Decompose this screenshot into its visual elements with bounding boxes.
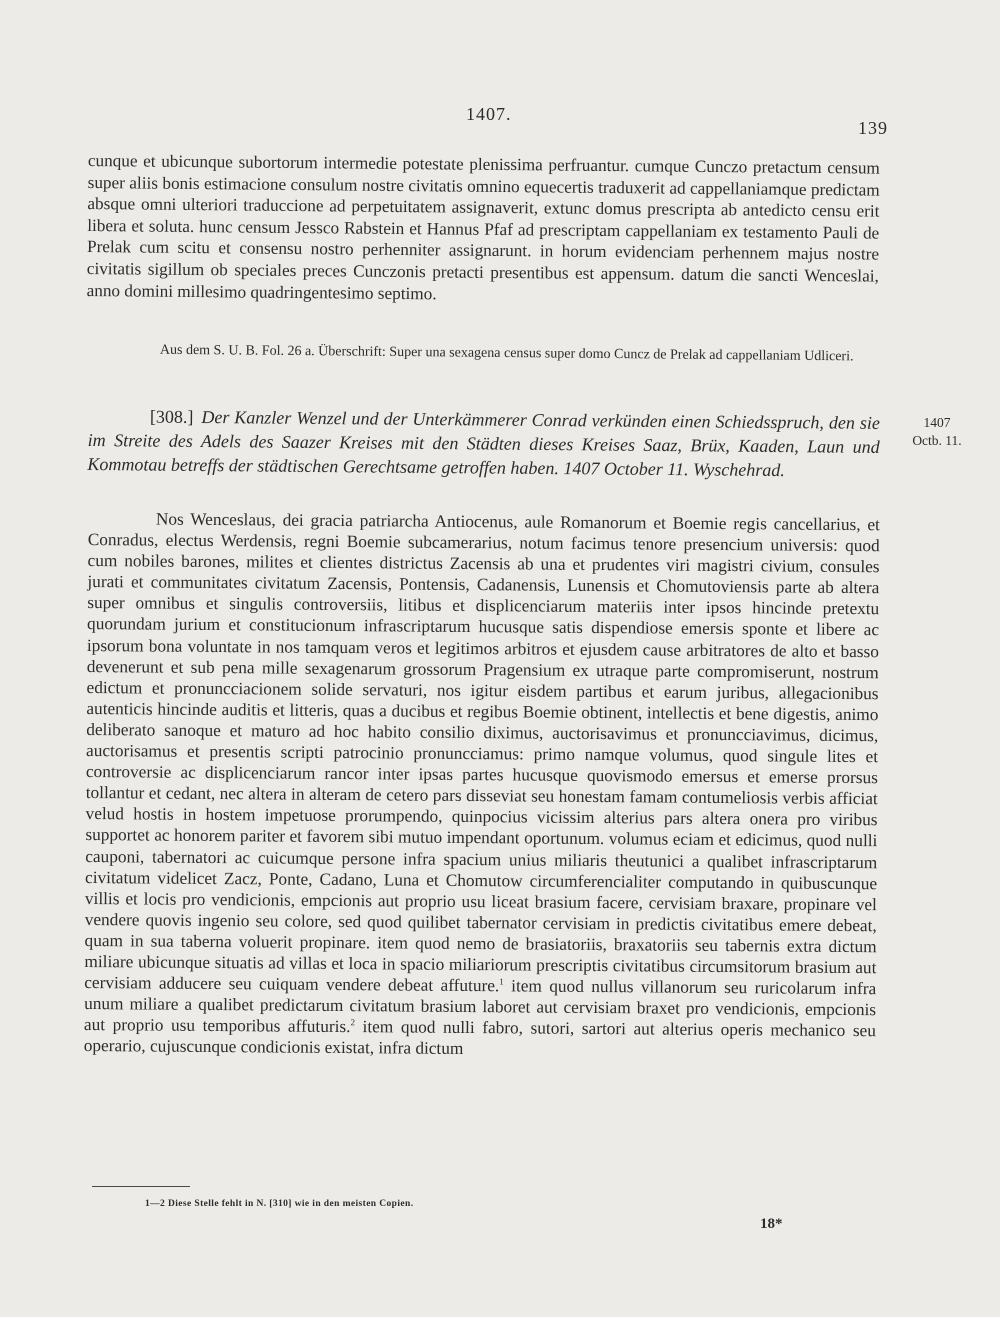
intro-paragraph: cunque et ubicunque subortorum intermedie potestate plenissima perfruantur. cumque Cunczo pretactum censum super aliis bonis estimacione consulum nostre civitatis omnino equecertis traduxerit ad cappellaniamque predictam absque omni ulteriori traduccione ad perpetuitatem assignaverit, extunc domus prescripta ab antedicto censu erit libera et soluta. hunc censum Jessco Rabstein et Hannus Pfaf ad prescriptam cappellaniam ex testamento Pauli de Prelak cum scitu et consensu nostro perhenniter assignarunt. in horum evidenciam perhennem majus nostre civitatis sigillum ob speciales preces Cunczonis pretacti presentibus est appensum. datum die sancti Wenceslai, anno domini millesimo quadringentesimo septimo. — [86, 150, 880, 303]
document-body — [84, 508, 880, 1063]
document-title: Der Kanzler Wenzel und der Unterkämmerer Conrad verkünden einen Schiedsspruch, den sie im Streite des Adels des Saazer Kreises mit den Städten dieses Kreises Saaz, Brüx, Kaaden, Laun und Kommotau betreffs der städtischen Gerechtsame getroffen haben. 1407 October 11. Wyschehrad. — [87, 406, 880, 481]
document-number: [308.] — [149, 406, 194, 427]
margin-date-year: 1407 — [923, 415, 951, 430]
footnote: 1—2 Diese Stelle fehlt in N. [310] wie in den meisten Copien. — [145, 1199, 414, 1209]
body-text-part3: item quod nulli fabro, sutori, sartori aut alterius operis mechanico seu operario, cujuscunque condicionis existat, infra dictum — [83, 1017, 876, 1059]
footnote-marker-2: 2 — [350, 1017, 356, 1028]
running-header-year: 1407. — [466, 104, 512, 124]
printer-signature-mark: 18* — [760, 1216, 783, 1232]
footnote-divider — [92, 1186, 190, 1187]
body-text-part1: Nos Wenceslaus, dei gracia patriarcha Antiocenus, aule Romanorum et Boemie regis cancellarius, et Conradus, electus Werdensis, regni Boemie subcamerarius, notum facimus tenore presencium universis: quod cum nobiles barones, milites et clientes districtus Zacensis ab una et prudentes viri magistri civium, consules jurati et communitates civitatum Zacensis, Pontensis, Cadanensis, Lunensis et Chomutoviensis parte ab altera super omnibus et singulis controversiis, litibus et displicenciarum materiis inter ipsos hincinde pretextu quorundam jurium et constitucionum infrascriptarum hucusque satis dispendiose emersis sponte et libere ac ipsorum bona voluntate in nos tamquam veros et legitimos arbitros et ejusdem cause arbitratores de alto et basso devenerunt et sub pena mille sexagenarum grossorum Pragensium ex utraque parte compromiserunt, nostrum edictum et pronuncciacionem solide servaturi, nos igitur eisdem partibus et earum juribus, allegacionibus autenticis hincinde auditis et litteris, quas a ducibus et regibus Boemie obtinent, intellectis et bene digestis, animo deliberato sanoque et maturo ad hoc habito consilio diximus, auctorisavimus et pronuncciavimus, dicimus, auctorisamus et presentis scripti patrocinio pronuncciamus: primo namque volumus, quod singule lites et controversie ac displicenciarum rancor inter ipsas partes hucusque quovismodo emersus et emerse prorsus tollantur et cedant, nec altera in alteram de cetero pars disseviat seu honestam famam contumeliosis verbis afficiat velud hostis in hostem impetuose prorumpendo, quinpocius vicissim alterius pars altera onera pro viribus supportet ac honorem pariter et favorem sibi mutuo impendant oportunum. volumus eciam et edicimus, quod nulli cauponi, tabernatori ac cuicumque persone infra spacium unius miliaris theutunici a qualibet infrascriptarum civitatum videlicet Zacz, Ponte, Cadano, Luna et Chomutow circumferencialiter computando in quibuscunque villis et locis pro vendicionis, empcionis aut proprio usu liceat brasium facere, cervisiam braxare, propinare vel vendere quovis ingenio seu colore, sed quod quilibet tabernator cervisiam in predictis civitatibus emere debeat, quam in sua taberna voluerit propinare. item quod nemo de brasiatoriis, braxatoriis seu tabernis extra dictum miliare ubicunque situatis ad villas et loca in spacio miliariorum prescriptis civitatibus circumsitorum brasium aut cervisiam adducere seu cuiquam vendere debeat affuture. — [84, 509, 880, 996]
margin-date-day: Octb. 11. — [912, 433, 962, 448]
margin-date — [900, 414, 974, 450]
document-heading — [87, 404, 880, 483]
footnote-marker-1: 1 — [499, 976, 504, 987]
body-text-part2: item quod nullus villanorum seu ruricolarum infra unum miliare a qualibet predictarum civitatum brasium laboret aut cervisiam braxet pro vendicionis, empcionis aut proprio usu temporibus affuturis. — [83, 976, 877, 1037]
source-note: Aus dem S. U. B. Fol. 26 a. Überschrift: Super una sexagena census super domo Cuncz de Prelak ad cappellaniam Udliceri. — [159, 342, 854, 365]
page-number: 139 — [858, 118, 888, 138]
